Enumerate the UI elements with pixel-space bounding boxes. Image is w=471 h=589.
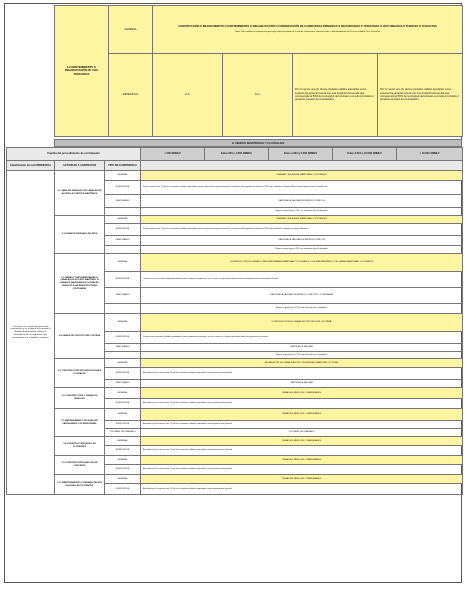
requirement-cell: CANTIDAD A VALIDAR EN METROS CÚBICOS	[141, 236, 463, 246]
type-cell: GENERAL	[105, 314, 141, 332]
requirement-cell: Acreditar por lo menos uno (1) de los contratos válidos aportados como experiencia general.	[141, 368, 463, 380]
type-cell: GENERAL	[105, 456, 141, 465]
requirement-cell: CANTIDAD A VALIDAR	[141, 380, 463, 388]
requirement-cell: INSTALACIÓN DE SEÑALIZACIÓN Y SEGURIDAD MARÍTIMA O FLUVIAL	[141, 359, 463, 368]
specific-requirement-cell: Por lo menos uno (1) de los contratos válidos aportados como experiencia general cuenta con una longitud intervenida que corresponde al 50% de la longitud del contrato a construir incluido el presente proceso de contratación.	[378, 54, 463, 137]
type-cell: CANTIDADES	[105, 344, 141, 352]
requirement-cell: DRAGADO EN AGUAS MARÍTIMAS O FLUVIALES	[141, 171, 463, 181]
header-blank	[141, 161, 463, 171]
type-cell: ESPECÍFICA	[105, 484, 141, 495]
requirement-cell: Mayor o igual que el 70% en volumen de m3 dragado	[141, 246, 463, 254]
type-cell: GENERAL	[105, 359, 141, 368]
contract-range-table	[6, 147, 463, 161]
activity-cell: 3.1 OBRA DE DRAGADO EN CANALES DE ACCESO A PUERTOS MARÍTIMOS	[55, 171, 105, 216]
activity-cell: 3.2 OBRA DE DRAGADO EN RÍOS	[55, 216, 105, 254]
general-requirement-note: Nota: Para validar la experiencia que haya sido ejecutada en la red de Carretera o Infraestructura o Mantenimiento de Vías en calidad Vías Terciarias	[235, 30, 380, 33]
classification-cell: Con base a la cuantía del proceso de contratación y en el objeto del contrato la Entidad Estatal podrá solicitar la acreditación de la experiencia que corresponda a la actividad a contratar.	[7, 171, 55, 495]
requirement-cell: Por lo menos uno (1) de los contratos válidos aportados como experiencia general tiene un volumen de dragado no inferior al 50% del volumen a dragar en aguas fluviales.	[141, 224, 463, 236]
experience-table	[6, 160, 463, 495]
section-title-bar: 3. OBRAS MARÍTIMAS Y FLUVIALES	[54, 139, 462, 147]
type-cell: ESPECÍFICA	[105, 272, 141, 288]
type-cell	[105, 352, 141, 359]
table-row	[7, 456, 463, 465]
requirement-cell: DRAGADO EN AGUAS MARÍTIMAS O FLUVIALES	[141, 216, 463, 224]
activity-cell: 3.3 OBRAS COMPLEMENTARIAS A CANALES DE ACCESO MARÍTIMO, A CANALES NAVEGABLES FLUVIALES, MUELLES E INFRAESTRUCTURA PORTUARIA	[55, 254, 105, 314]
requirement-cell: Mayor o igual que el 70% del valor de las cantidades	[141, 304, 463, 314]
general-requirement-text: CONSTRUCCIÓN O MEJORAMIENTO O MANTENIMIENTO O REHABILITACIÓN O CONSERVACIÓN DE CARRETERAS PRIMARIAS O SECUNDARIAS O TERCIARIAS O VÍAS URBANAS O PUENTES O VIADUCTOS	[178, 25, 437, 29]
activity-cell: 3.8 CONSTRUCCIÓN MUELLES FLOTANTES	[55, 437, 105, 456]
requirement-cell: VOLUMEN DE DRAGADO	[141, 429, 463, 437]
type-cell: ESPECÍFICA	[105, 368, 141, 380]
range-col-3: Entre 1.001 y 5.000 SMMLV	[269, 148, 333, 161]
activity-cell: 3.4 OBRAS DE PROTECCIÓN COSTERA	[55, 314, 105, 359]
requirement-cell: Acreditar por lo menos uno (1) de los contratos válidos aportados como experiencia general.	[141, 421, 463, 429]
table-row	[7, 359, 463, 368]
experience-type-cell: ESPECÍFICA	[109, 54, 153, 137]
requirement-cell: CANTIDAD A VALIDAR	[141, 344, 463, 352]
type-cell: GENERAL	[105, 437, 141, 446]
range-col-4: Entre 5.001 y 10.000 SMMLV	[333, 148, 397, 161]
type-cell: CANTIDADES	[105, 380, 141, 388]
activity-cell: 3.7 MANTENIMIENTO DE MUELLES PANTALANES O PLATAFORMAS	[55, 409, 105, 437]
experience-type-cell: GENERAL	[109, 6, 153, 54]
header-classification: Clasificación de la EXPERIENCIA	[7, 161, 55, 171]
type-cell: GENERAL	[105, 409, 141, 421]
table-row	[7, 216, 463, 224]
table-row	[7, 171, 463, 181]
requirement-cell: OBRAS EN MUELLES O PANTALANES	[141, 409, 463, 421]
activity-cell: 3.6 CONSTRUCCIÓN Y OBRAS EN MUELLES	[55, 388, 105, 409]
range-col-5: > 10.001 SMMLV	[397, 148, 463, 161]
requirement-cell: Por lo menos uno (1) de los contratos válidos aportados como experiencia general tiene un volumen de dragado no inferior al 50% del volumen a dragar del presente proceso de contratación.	[141, 181, 463, 195]
type-cell: VOLUMEN DE DRAGADO	[105, 429, 141, 437]
range-col-1: < 500 SMMLV	[141, 148, 205, 161]
na-cell: N.A.	[223, 54, 293, 137]
type-cell: GENERAL	[105, 475, 141, 484]
type-cell: ESPECÍFICA	[105, 421, 141, 429]
top-requirements-table	[54, 5, 463, 137]
type-cell: ESPECÍFICA	[105, 465, 141, 475]
range-col-2: Entre 500 y 1.000 SMMLV	[205, 148, 269, 161]
requirement-cell: OBRAS EN MUELLES O PANTALANES	[141, 475, 463, 484]
table-row	[7, 475, 463, 484]
activity-cell: 3.9 CONSTRUCCIÓN MUELLES DE CONCRETO	[55, 456, 105, 475]
requirement-cell: OBRAS EN MUELLES O PANTALANES	[141, 456, 463, 465]
type-cell: ESPECÍFICA	[105, 446, 141, 456]
requirement-cell: CONSTRUCCIÓN DE OBRAS COMPLEMENTARIAS MARÍTIMAS Y FLUVIALES O DE MANTENIMIENTO DE OBRAS MARÍTIMAS Y FLUVIALES	[141, 254, 463, 272]
requirement-cell: OBRAS EN MUELLES O PANTALANES	[141, 437, 463, 446]
table-row	[7, 254, 463, 272]
header-activity: ACTIVIDAD A CONTRATAR	[55, 161, 105, 171]
requirement-cell: Acreditar por lo menos uno (1) de los contratos válidos aportados como experiencia general.	[141, 484, 463, 495]
specific-requirement-cell: Por lo menos uno (1) de los contratos válidos aportados como experiencia general cuenta con una longitud intervenida que corresponde al 50% de la longitud del contrato a construir incluido el presente proceso de contratación.	[293, 54, 378, 137]
requirement-cell: CONSTRUCCIÓN DE OBRAS DE PROTECCIÓN COSTERA	[141, 314, 463, 332]
type-cell: CANTIDADES	[105, 236, 141, 246]
requirement-cell: Mayor o igual que el 70% del valor de las cantidades	[141, 352, 463, 359]
requirement-cell: Contar con contratos válidos aportados como experiencia general, en los cuales se hayan ejecutado obras de protección costera.	[141, 332, 463, 344]
type-cell: GENERAL	[105, 254, 141, 272]
type-cell: ESPECÍFICA	[105, 181, 141, 195]
table-row	[7, 437, 463, 446]
type-cell	[105, 208, 141, 216]
requirement-cell: Acreditar por lo menos uno (1) de los contratos válidos aportados como experiencia general.	[141, 399, 463, 409]
type-cell: GENERAL	[105, 388, 141, 399]
requirement-cell: Acreditar por lo menos uno (1) de los contratos válidos aportados como experiencia general.	[141, 446, 463, 456]
requirement-cell: Acreditar por lo menos uno (1) de los contratos válidos aportados como experiencia general.	[141, 465, 463, 475]
contract-range-label: Cuantía del procedimiento de contratación	[7, 148, 141, 161]
na-cell: N.A.	[153, 54, 223, 137]
header-type: TIPO DE EXPERIENCIA	[105, 161, 141, 171]
type-cell: CANTIDADES	[105, 288, 141, 304]
type-cell	[105, 246, 141, 254]
activity-cell: 3.10 MANTENIMIENTO O REHABILITACIÓN DE MUELLES FLOTANTES	[55, 475, 105, 495]
requirement-cell: Contar con un contrato válido aportado como experiencia general, en el cual se haya ejecutado una obra complementaria marítima o fluvial.	[141, 272, 463, 288]
type-cell: GENERAL	[105, 216, 141, 224]
requirement-cell: OBRAS EN MUELLES O PANTALANES	[141, 388, 463, 399]
activity-cell: 3.5 CONSTRUCCIÓN DE INSTALACIONES FLUVIALES	[55, 359, 105, 388]
type-cell: ESPECÍFICA	[105, 224, 141, 236]
type-cell: ESPECÍFICA	[105, 399, 141, 409]
type-cell: GENERAL	[105, 171, 141, 181]
table-row	[7, 409, 463, 421]
type-cell	[105, 304, 141, 314]
requirement-cell: CANTIDAD A VALIDAR EN METROS CÚBICOS O TONELADAS	[141, 288, 463, 304]
type-cell: ESPECÍFICA	[105, 332, 141, 344]
type-cell: CANTIDADES	[105, 195, 141, 208]
requirement-cell: CANTIDAD A VALIDAR EN METROS CÚBICOS	[141, 195, 463, 208]
requirement-cell: Mayor o igual que el 70% en volumen de m3 dragado	[141, 208, 463, 216]
table-row	[7, 388, 463, 399]
table-row	[7, 314, 463, 332]
general-requirement-cell	[153, 6, 463, 54]
work-activity-cell: 3.2 MANTENIMIENTO O REHABILITACIÓN DE VÍAS TERCIARIAS	[55, 6, 109, 137]
